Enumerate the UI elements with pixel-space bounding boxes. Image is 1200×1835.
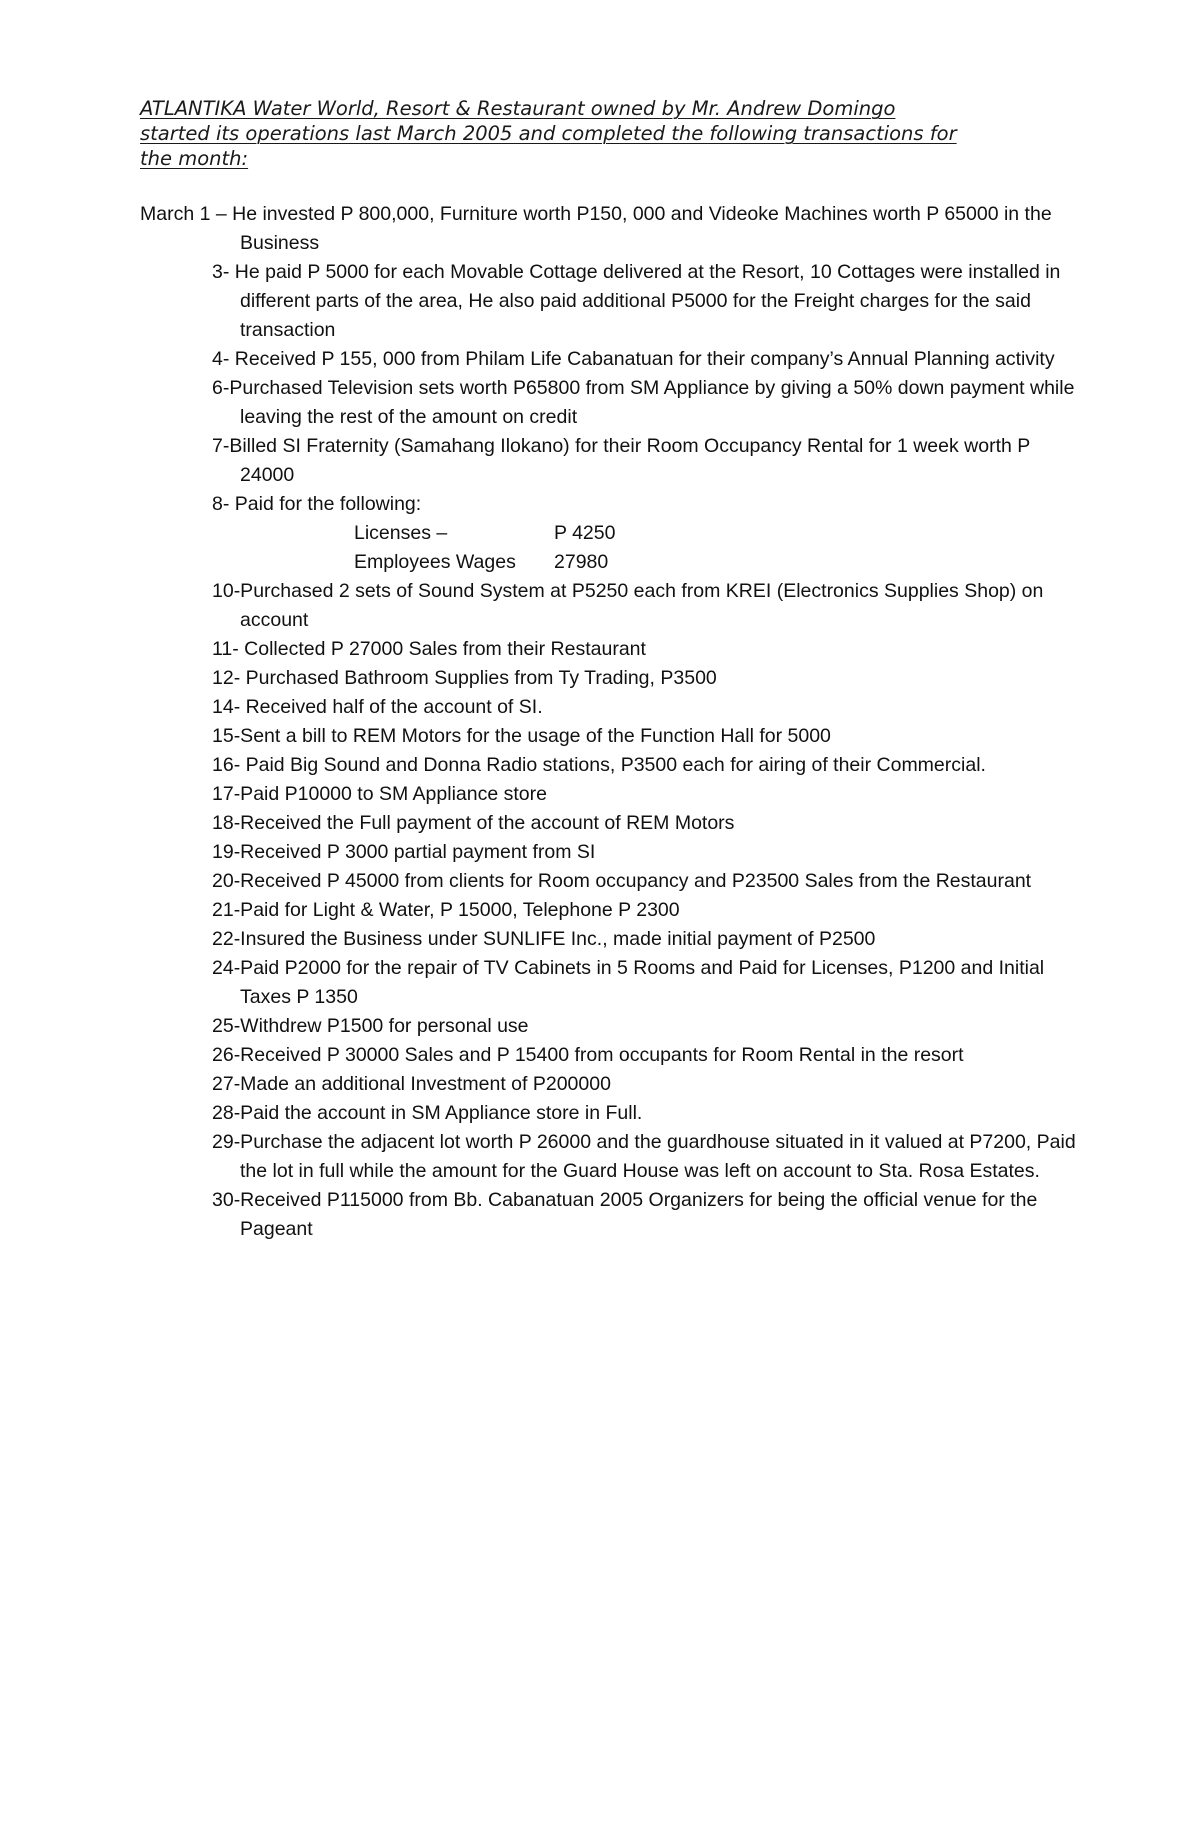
transaction-march-11: 11- Collected P 27000 Sales from their Restaurant <box>212 638 646 660</box>
payment-label: Licenses – <box>354 522 448 544</box>
transaction-march-1: March 1 – He invested P 800,000, Furniture worth P150, 000 and Videoke Machines worth P 65000 in the Business <box>140 203 1052 254</box>
transaction-march-21: 21-Paid for Light & Water, P 15000, Telephone P 2300 <box>212 899 680 921</box>
intro-line-3: the month: <box>140 147 249 170</box>
transaction-march-29: 29-Purchase the adjacent lot worth P 26000 and the guardhouse situated in it valued at P7200, Paid the lot in full while the amount for the Guard House was left on account to Sta. Rosa Estates. <box>212 1131 1076 1182</box>
transaction-march-15: 15-Sent a bill to REM Motors for the usage of the Function Hall for 5000 <box>212 725 831 747</box>
transaction-list <box>140 200 1080 1244</box>
transaction-march-26: 26-Received P 30000 Sales and P 15400 from occupants for Room Rental in the resort <box>212 1044 964 1066</box>
problem-statement <box>140 96 1080 171</box>
transaction-march-25: 25-Withdrew P1500 for personal use <box>212 1015 529 1037</box>
payment-amount: 27980 <box>554 551 609 573</box>
transaction-march-3: 3- He paid P 5000 for each Movable Cottage delivered at the Resort, 10 Cottages were installed in different parts of the area, He also paid additional P5000 for the Freight charges for the said transaction <box>212 261 1061 341</box>
transaction-march-12: 12- Purchased Bathroom Supplies from Ty Trading, P3500 <box>212 667 717 689</box>
payment-label: Employees Wages <box>354 551 516 573</box>
transaction-march-20: 20-Received P 45000 from clients for Room occupancy and P23500 Sales from the Restaurant <box>212 870 1032 892</box>
transaction-march-17: 17-Paid P10000 to SM Appliance store <box>212 783 547 805</box>
payment-amount: P 4250 <box>554 522 616 544</box>
transaction-march-30: 30-Received P115000 from Bb. Cabanatuan 2005 Organizers for being the official venue for the Pageant <box>212 1189 1038 1240</box>
transaction-march-18: 18-Received the Full payment of the account of REM Motors <box>212 812 735 834</box>
transaction-march-7: 7-Billed SI Fraternity (Samahang Ilokano) for their Room Occupancy Rental for 1 week worth P 24000 <box>212 435 1030 486</box>
intro-line-2: started its operations last March 2005 and completed the following transactions for <box>140 122 957 145</box>
transaction-march-22: 22-Insured the Business under SUNLIFE Inc., made initial payment of P2500 <box>212 928 876 950</box>
transaction-march-16: 16- Paid Big Sound and Donna Radio stations, P3500 each for airing of their Commercial. <box>212 754 986 776</box>
transaction-march-10: 10-Purchased 2 sets of Sound System at P5250 each from KREI (Electronics Supplies Shop) on account <box>212 580 1044 631</box>
transaction-march-28: 28-Paid the account in SM Appliance store in Full. <box>212 1102 643 1124</box>
transaction-march-14: 14- Received half of the account of SI. <box>212 696 543 718</box>
transaction-march-6: 6-Purchased Television sets worth P65800 from SM Appliance by giving a 50% down payment while leaving the rest of the amount on credit <box>212 377 1075 428</box>
transaction-march-27: 27-Made an additional Investment of P200000 <box>212 1073 611 1095</box>
transaction-march-24: 24-Paid P2000 for the repair of TV Cabinets in 5 Rooms and Paid for Licenses, P1200 and Initial Taxes P 1350 <box>212 957 1045 1008</box>
transaction-march-4: 4- Received P 155, 000 from Philam Life Cabanatuan for their company’s Annual Planning activity <box>212 348 1055 370</box>
transaction-march-19: 19-Received P 3000 partial payment from SI <box>212 841 596 863</box>
transaction-march-8: 8- Paid for the following: <box>212 493 422 515</box>
payment-line-licenses <box>140 519 1080 548</box>
payment-line-wages <box>140 548 1080 577</box>
intro-line-1: ATLANTIKA Water World, Resort & Restaurant owned by Mr. Andrew Domingo <box>140 97 896 120</box>
